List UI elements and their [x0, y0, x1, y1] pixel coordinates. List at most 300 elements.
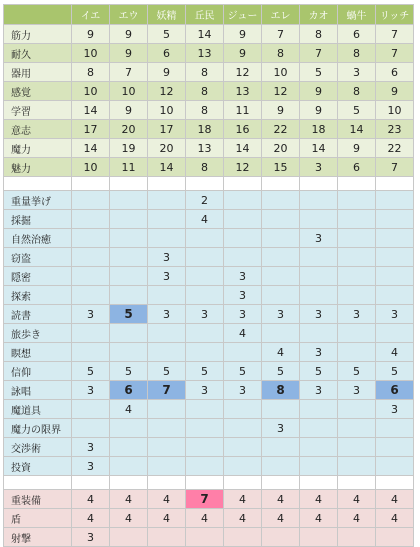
skill-row — [4, 286, 414, 305]
cell — [300, 324, 338, 343]
cell: 8 — [262, 44, 300, 63]
equip-row — [4, 490, 414, 509]
spacer-cell — [148, 177, 186, 191]
cell — [338, 191, 376, 210]
cell: 3 — [148, 248, 186, 267]
cell: 4 — [186, 210, 224, 229]
row-label: 盾 — [4, 509, 72, 528]
cell: 7 — [262, 25, 300, 44]
header-corner — [4, 5, 72, 25]
cell: 4 — [110, 490, 148, 509]
spacer-cell — [338, 177, 376, 191]
stat-row — [4, 44, 414, 63]
cell: 23 — [376, 120, 414, 139]
spacer-cell — [338, 476, 376, 490]
cell: 6 — [148, 44, 186, 63]
cell: 9 — [224, 44, 262, 63]
cell — [110, 419, 148, 438]
cell: 3 — [338, 381, 376, 400]
cell — [224, 210, 262, 229]
cell: 5 — [262, 362, 300, 381]
cell: 10 — [148, 101, 186, 120]
skill-row — [4, 438, 414, 457]
cell: 3 — [300, 381, 338, 400]
cell: 3 — [262, 419, 300, 438]
cell — [300, 438, 338, 457]
cell: 19 — [110, 139, 148, 158]
cell — [148, 343, 186, 362]
cell — [376, 324, 414, 343]
cell: 3 — [72, 381, 110, 400]
cell: 12 — [224, 158, 262, 177]
cell: 8 — [186, 82, 224, 101]
header-cell: ジュー — [224, 5, 262, 25]
cell — [300, 210, 338, 229]
stat-row — [4, 158, 414, 177]
cell — [224, 343, 262, 362]
cell — [300, 419, 338, 438]
cell: 4 — [72, 509, 110, 528]
cell: 22 — [376, 139, 414, 158]
cell: 6 — [376, 63, 414, 82]
cell — [148, 210, 186, 229]
spacer-cell — [262, 476, 300, 490]
cell: 4 — [300, 490, 338, 509]
header-cell: イエ — [72, 5, 110, 25]
cell: 5 — [224, 362, 262, 381]
cell: 9 — [300, 101, 338, 120]
cell — [148, 324, 186, 343]
cell: 11 — [224, 101, 262, 120]
cell: 9 — [72, 25, 110, 44]
cell: 10 — [72, 44, 110, 63]
cell: 4 — [376, 490, 414, 509]
cell: 12 — [262, 82, 300, 101]
cell — [72, 343, 110, 362]
row-label: 読書 — [4, 305, 72, 324]
cell — [110, 210, 148, 229]
spacer-cell — [224, 476, 262, 490]
cell: 3 — [224, 267, 262, 286]
cell — [110, 528, 148, 547]
highlight-cell: 7 — [148, 381, 186, 400]
cell: 8 — [186, 158, 224, 177]
cell: 14 — [72, 101, 110, 120]
cell: 9 — [148, 63, 186, 82]
cell: 8 — [186, 101, 224, 120]
row-label: 重量挙げ — [4, 191, 72, 210]
cell: 5 — [300, 63, 338, 82]
cell: 3 — [72, 305, 110, 324]
cell: 3 — [72, 528, 110, 547]
cell: 7 — [300, 44, 338, 63]
cell — [338, 438, 376, 457]
cell — [186, 248, 224, 267]
cell: 5 — [72, 362, 110, 381]
cell — [186, 419, 224, 438]
cell — [376, 248, 414, 267]
row-label: 意志 — [4, 120, 72, 139]
cell: 3 — [224, 286, 262, 305]
cell: 9 — [110, 44, 148, 63]
cell: 3 — [300, 305, 338, 324]
cell: 10 — [376, 101, 414, 120]
stat-row — [4, 63, 414, 82]
cell: 4 — [224, 509, 262, 528]
cell: 4 — [186, 509, 224, 528]
cell: 13 — [186, 44, 224, 63]
cell: 17 — [148, 120, 186, 139]
cell: 5 — [148, 362, 186, 381]
cell: 3 — [186, 381, 224, 400]
cell: 4 — [224, 324, 262, 343]
header-cell: 蝸牛 — [338, 5, 376, 25]
cell: 12 — [224, 63, 262, 82]
cell: 18 — [300, 120, 338, 139]
spacer-cell — [186, 476, 224, 490]
cell — [148, 419, 186, 438]
cell — [110, 438, 148, 457]
cell: 8 — [186, 63, 224, 82]
cell: 20 — [262, 139, 300, 158]
cell — [224, 438, 262, 457]
cell: 3 — [224, 381, 262, 400]
spacer-cell — [300, 476, 338, 490]
cell — [262, 210, 300, 229]
row-label: 窃盗 — [4, 248, 72, 267]
cell — [376, 438, 414, 457]
cell: 4 — [338, 490, 376, 509]
cell: 9 — [224, 25, 262, 44]
spacer-cell — [300, 177, 338, 191]
row-label: 詠唱 — [4, 381, 72, 400]
highlight-cell: 6 — [376, 381, 414, 400]
cell: 4 — [148, 490, 186, 509]
cell: 10 — [110, 82, 148, 101]
skill-row — [4, 305, 414, 324]
cell: 22 — [262, 120, 300, 139]
cell: 4 — [300, 509, 338, 528]
cell: 9 — [376, 82, 414, 101]
spacer-cell — [72, 177, 110, 191]
cell: 14 — [224, 139, 262, 158]
cell — [262, 324, 300, 343]
cell — [376, 210, 414, 229]
spacer-cell — [4, 476, 72, 490]
cell: 7 — [376, 44, 414, 63]
cell — [224, 191, 262, 210]
cell — [186, 528, 224, 547]
row-label: 旅歩き — [4, 324, 72, 343]
cell — [72, 419, 110, 438]
cell — [186, 438, 224, 457]
cell — [300, 286, 338, 305]
cell — [262, 191, 300, 210]
cell — [338, 457, 376, 476]
cell — [186, 457, 224, 476]
header-cell: エレ — [262, 5, 300, 25]
highlight-cell: 6 — [110, 381, 148, 400]
cell — [300, 191, 338, 210]
highlight-cell: 8 — [262, 381, 300, 400]
header-cell: 妖精 — [148, 5, 186, 25]
cell — [338, 324, 376, 343]
stat-row — [4, 101, 414, 120]
cell — [110, 248, 148, 267]
cell — [148, 528, 186, 547]
cell — [376, 419, 414, 438]
cell: 3 — [148, 305, 186, 324]
cell — [262, 528, 300, 547]
cell — [148, 457, 186, 476]
cell: 8 — [338, 44, 376, 63]
cell — [148, 438, 186, 457]
cell: 10 — [262, 63, 300, 82]
cell: 20 — [148, 139, 186, 158]
cell — [338, 343, 376, 362]
cell: 13 — [186, 139, 224, 158]
cell — [148, 286, 186, 305]
cell: 4 — [338, 509, 376, 528]
cell — [300, 457, 338, 476]
cell: 14 — [148, 158, 186, 177]
cell: 18 — [186, 120, 224, 139]
cell — [72, 324, 110, 343]
row-label: 重装備 — [4, 490, 72, 509]
row-label: 感覚 — [4, 82, 72, 101]
cell — [148, 229, 186, 248]
race-stats-table — [3, 4, 414, 547]
cell — [376, 457, 414, 476]
stat-row — [4, 139, 414, 158]
cell: 10 — [72, 82, 110, 101]
skill-row — [4, 457, 414, 476]
row-label: 魔道具 — [4, 400, 72, 419]
header-row — [4, 5, 414, 25]
cell: 14 — [72, 139, 110, 158]
cell — [186, 343, 224, 362]
cell: 5 — [186, 362, 224, 381]
cell: 14 — [300, 139, 338, 158]
spacer-cell — [110, 476, 148, 490]
cell: 14 — [186, 25, 224, 44]
cell — [110, 457, 148, 476]
cell — [72, 286, 110, 305]
cell: 3 — [376, 400, 414, 419]
cell: 16 — [224, 120, 262, 139]
cell — [338, 286, 376, 305]
row-label: 自然治癒 — [4, 229, 72, 248]
cell: 9 — [300, 82, 338, 101]
skill-row — [4, 419, 414, 438]
stat-row — [4, 25, 414, 44]
stat-row — [4, 82, 414, 101]
cell — [338, 210, 376, 229]
cell: 8 — [300, 25, 338, 44]
spacer-cell — [110, 177, 148, 191]
header-cell: カオ — [300, 5, 338, 25]
row-label: 採掘 — [4, 210, 72, 229]
cell: 4 — [110, 400, 148, 419]
skill-row — [4, 210, 414, 229]
row-label: 魔力の限界 — [4, 419, 72, 438]
cell — [186, 286, 224, 305]
cell: 5 — [148, 25, 186, 44]
cell — [262, 457, 300, 476]
cell — [110, 324, 148, 343]
cell: 3 — [300, 343, 338, 362]
cell: 4 — [148, 509, 186, 528]
row-label: 瞑想 — [4, 343, 72, 362]
spacer-cell — [262, 177, 300, 191]
cell — [262, 400, 300, 419]
cell — [376, 229, 414, 248]
cell: 5 — [376, 362, 414, 381]
cell — [376, 191, 414, 210]
cell — [110, 343, 148, 362]
cell: 9 — [110, 101, 148, 120]
row-label: 探索 — [4, 286, 72, 305]
cell: 5 — [110, 362, 148, 381]
cell — [72, 210, 110, 229]
cell: 3 — [300, 229, 338, 248]
skill-row — [4, 362, 414, 381]
spacer-cell — [186, 177, 224, 191]
cell — [262, 438, 300, 457]
cell: 4 — [376, 509, 414, 528]
cell: 10 — [72, 158, 110, 177]
header-cell: リッチ — [376, 5, 414, 25]
cell — [186, 229, 224, 248]
cell — [224, 400, 262, 419]
cell: 8 — [338, 82, 376, 101]
cell: 7 — [376, 158, 414, 177]
cell: 4 — [262, 509, 300, 528]
cell: 15 — [262, 158, 300, 177]
cell: 9 — [262, 101, 300, 120]
cell — [186, 324, 224, 343]
cell — [148, 191, 186, 210]
cell — [110, 267, 148, 286]
cell: 3 — [300, 158, 338, 177]
cell — [338, 419, 376, 438]
highlight-cell: 5 — [110, 305, 148, 324]
cell: 3 — [148, 267, 186, 286]
cell — [338, 528, 376, 547]
row-label: 信仰 — [4, 362, 72, 381]
cell: 3 — [376, 305, 414, 324]
cell: 5 — [338, 362, 376, 381]
skill-row — [4, 248, 414, 267]
cell — [300, 267, 338, 286]
cell: 4 — [262, 343, 300, 362]
row-label: 魔力 — [4, 139, 72, 158]
cell — [224, 248, 262, 267]
skill-row — [4, 324, 414, 343]
cell: 8 — [72, 63, 110, 82]
skill-row — [4, 191, 414, 210]
cell — [110, 191, 148, 210]
cell: 4 — [72, 490, 110, 509]
cell — [338, 229, 376, 248]
cell — [148, 400, 186, 419]
cell — [72, 248, 110, 267]
spacer-cell — [376, 476, 414, 490]
cell — [110, 229, 148, 248]
row-label: 投資 — [4, 457, 72, 476]
cell: 4 — [376, 343, 414, 362]
spacer-cell — [72, 476, 110, 490]
header-cell: 丘民 — [186, 5, 224, 25]
cell: 17 — [72, 120, 110, 139]
cell — [224, 528, 262, 547]
cell: 5 — [338, 101, 376, 120]
cell: 3 — [224, 305, 262, 324]
cell: 7 — [110, 63, 148, 82]
cell: 13 — [224, 82, 262, 101]
skill-row — [4, 267, 414, 286]
cell — [262, 286, 300, 305]
cell — [300, 528, 338, 547]
cell — [262, 267, 300, 286]
cell: 6 — [338, 25, 376, 44]
spacer-cell — [224, 177, 262, 191]
equip-row — [4, 528, 414, 547]
spacer-cell — [376, 177, 414, 191]
row-label: 筋力 — [4, 25, 72, 44]
cell — [262, 248, 300, 267]
equip-row — [4, 509, 414, 528]
cell: 14 — [338, 120, 376, 139]
cell — [224, 229, 262, 248]
cell — [110, 286, 148, 305]
cell — [72, 400, 110, 419]
spacer-row — [4, 177, 414, 191]
cell: 7 — [376, 25, 414, 44]
cell — [300, 248, 338, 267]
cell: 3 — [72, 438, 110, 457]
row-label: 射撃 — [4, 528, 72, 547]
skill-row — [4, 343, 414, 362]
cell — [262, 229, 300, 248]
cell: 3 — [186, 305, 224, 324]
skill-row — [4, 229, 414, 248]
skill-row — [4, 400, 414, 419]
cell: 5 — [300, 362, 338, 381]
cell — [376, 528, 414, 547]
spacer-cell — [148, 476, 186, 490]
cell: 4 — [262, 490, 300, 509]
cell: 9 — [338, 139, 376, 158]
cell: 6 — [338, 158, 376, 177]
stat-row — [4, 120, 414, 139]
cell: 3 — [262, 305, 300, 324]
highlight-cell: 7 — [186, 490, 224, 509]
cell: 4 — [110, 509, 148, 528]
cell — [224, 419, 262, 438]
cell: 2 — [186, 191, 224, 210]
row-label: 学習 — [4, 101, 72, 120]
cell: 9 — [110, 25, 148, 44]
header-cell: エウ — [110, 5, 148, 25]
cell — [72, 191, 110, 210]
cell: 3 — [338, 63, 376, 82]
row-label: 耐久 — [4, 44, 72, 63]
cell — [186, 400, 224, 419]
cell — [338, 248, 376, 267]
cell — [338, 400, 376, 419]
cell: 11 — [110, 158, 148, 177]
